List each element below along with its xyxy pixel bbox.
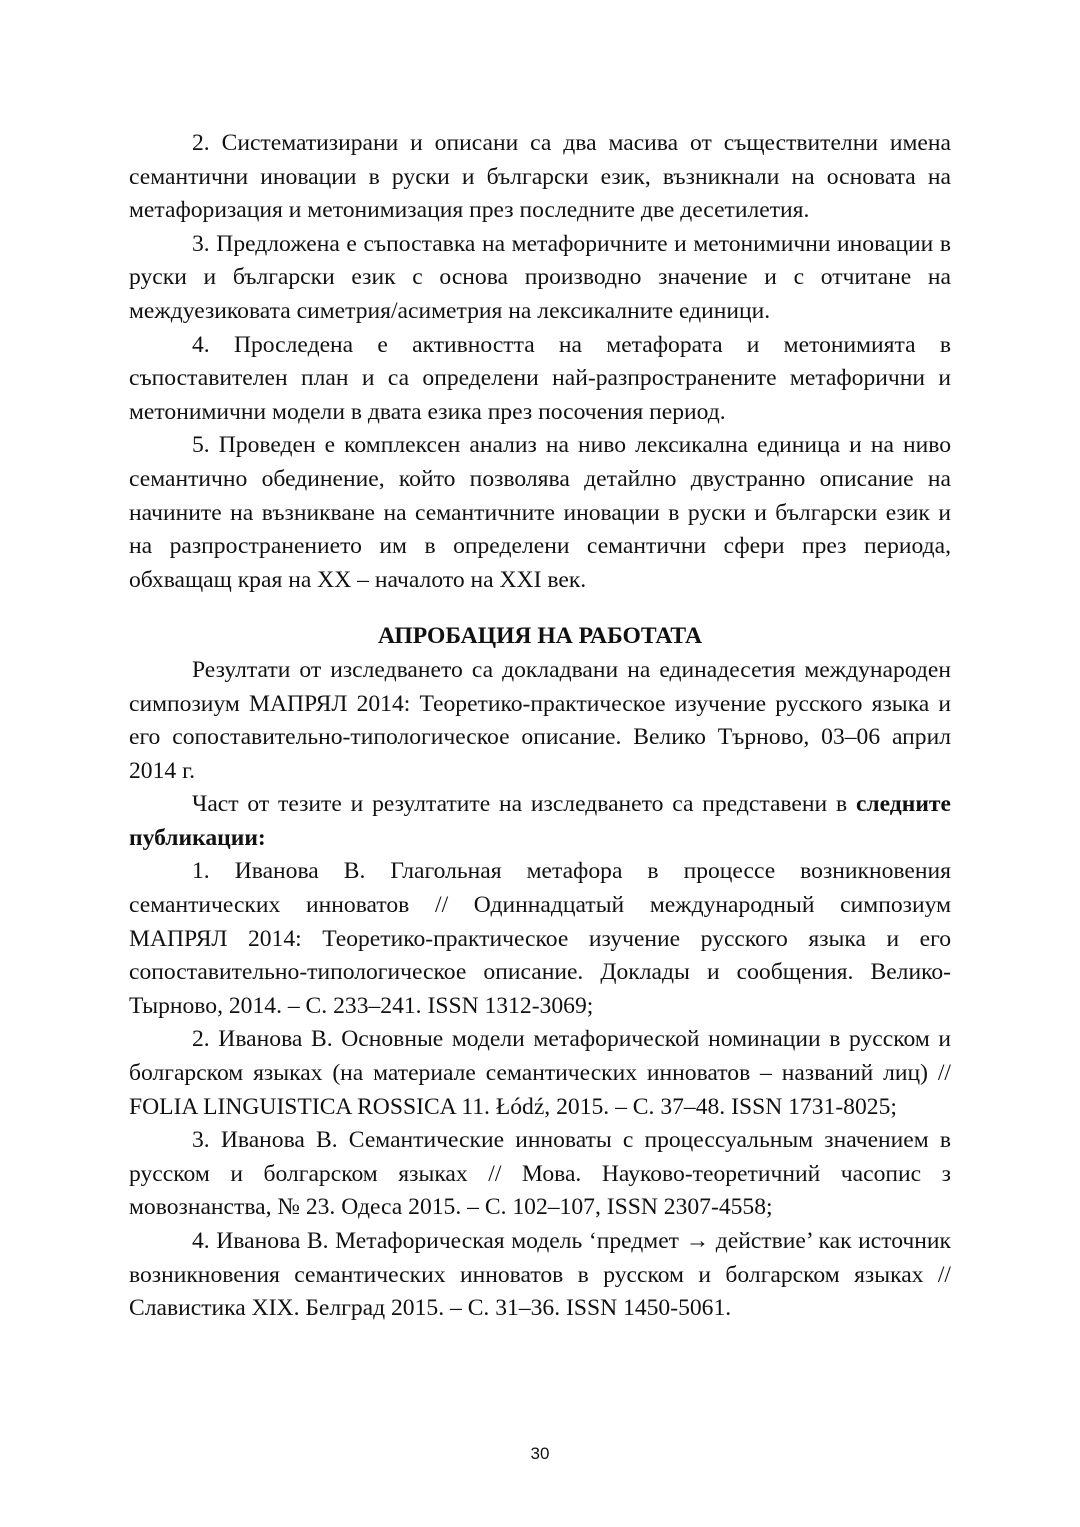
page-number: 30 bbox=[530, 1444, 550, 1463]
section-heading: АПРОБАЦИЯ НА РАБОТАТА bbox=[377, 623, 703, 650]
publication-item: 4. Иванова В. Метафорическая модель ‘предмет → действие’ как источник возникновения семантических инноватов в русском и болгарском языках // Славистика XIX. Белград 2015. – С. 31–36. ISSN 1450-5061. bbox=[129, 1228, 951, 1322]
publication-item: 2. Иванова В. Основные модели метафорической номинации в русском и болгарском языках (на материале семантических инноватов – названий лиц) // FOLIA LINGUISTICA ROSSICA 11. Łódź, 2015. – С. 37–48. ISSN 1731-8025; bbox=[129, 1026, 951, 1120]
publication-item: 3. Иванова В. Семантические инноваты с процессуальным значением в русском и болгарском языках // Мова. Науково-теоретичний часопис з мовознанства, № 23. Одеса 2015. – С. 102–107, ISSN 2307-4558; bbox=[129, 1127, 951, 1221]
publications-lead-text: Част от тезите и резултатите на изследването са представени в bbox=[192, 791, 856, 818]
finding-paragraph: 2. Систематизирани и описани са два масива от съществителни имена семантични иновации в руски и български език, възникнали на основата на метафоризация и метонимизация през последните две десетилетия. bbox=[129, 130, 951, 224]
publications-lead-bold: следните публикации: bbox=[129, 791, 951, 851]
document-page bbox=[129, 127, 951, 1326]
approbation-intro: Резултати от изследването са докладвани на единадесетия международен симпозиум МАПРЯЛ 2014: Теоретико-практическое изучение русского языка и его сопоставительно-типологическое описание. Велико Търново, 03–06 април 2014 г. bbox=[129, 656, 951, 784]
publication-item: 1. Иванова В. Глагольная метафора в процессе возникновения семантических инноватов // Одиннадцатый международный симпозиум МАПРЯЛ 2014: Теоретико-практическое изучение русского языка и его сопоставительно-типологическое описание. Доклады и сообщения. Велико-Тырново, 2014. – С. 233–241. ISSN 1312-3069; bbox=[129, 858, 951, 1019]
finding-paragraph: 5. Проведен е комплексен анализ на ниво лексикална единица и на ниво семантично обединение, който позволява детайлно двустранно описание на начините на възникване на семантичните иновации в руски и български език и на разпространението им в определени семантични сфери през периода, обхващащ края на XX – началото на XXI век. bbox=[129, 432, 951, 593]
finding-paragraph: 3. Предложена е съпоставка на метафоричните и метонимични иновации в руски и български език с основа производно значение и с отчитане на междуезиковата симетрия/асиметрия на лексикалните единици. bbox=[129, 230, 951, 324]
finding-paragraph: 4. Проследена е активността на метафората и метонимията в съпоставителен план и са определени най-разпространените метафорични и метонимични модели в двата езика през посочения период. bbox=[129, 331, 951, 425]
publications-lead bbox=[129, 788, 951, 855]
